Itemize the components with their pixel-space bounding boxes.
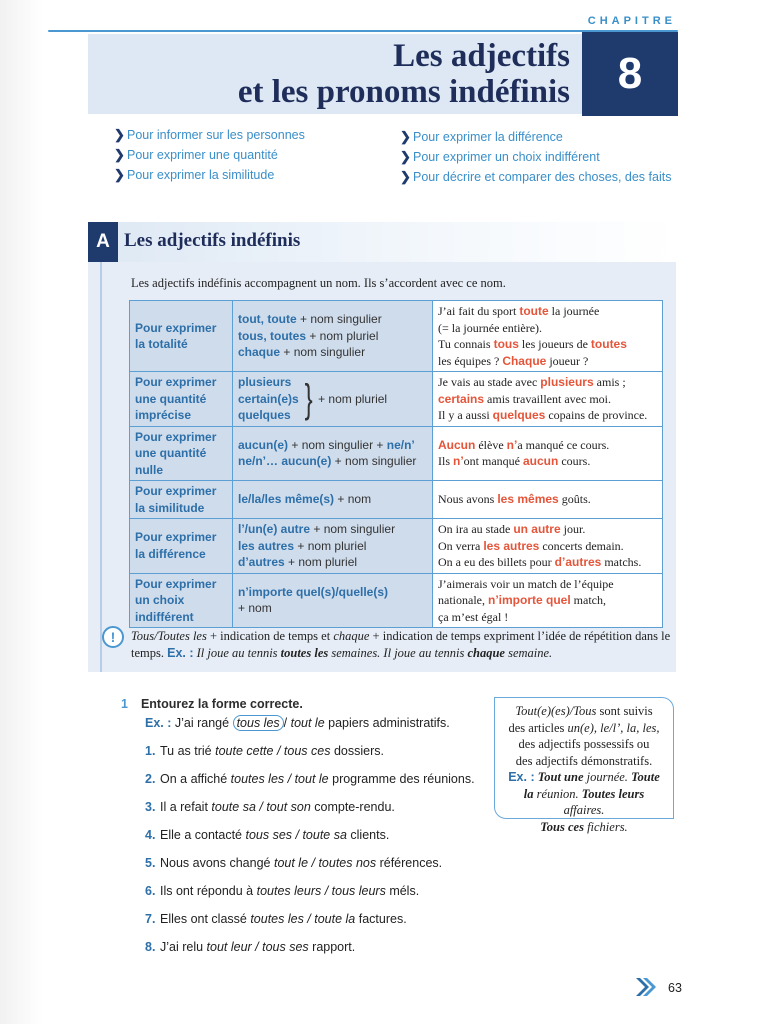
table-row <box>130 519 663 574</box>
table-row <box>130 426 663 481</box>
chevron-right-icon: ❯ <box>114 167 125 182</box>
tip-text: Tous ces <box>540 819 584 834</box>
example-line <box>438 437 657 454</box>
brace-group <box>238 374 427 424</box>
form-line <box>238 491 427 508</box>
form-keyword: ne/n’ <box>386 437 415 452</box>
example-text: cours. <box>558 454 591 469</box>
highlight-word: toutes <box>590 337 627 351</box>
example-text: la journée <box>548 304 600 318</box>
form-keyword: tous, toutes <box>238 328 306 343</box>
example-line <box>438 453 657 470</box>
example-text: les joueurs de <box>518 337 591 351</box>
tip-text: Toutes leurs <box>581 786 645 801</box>
form-line <box>238 538 427 555</box>
row-label: Pour exprimer la totalité <box>130 301 233 372</box>
section-letter: A <box>88 222 118 262</box>
item-number: 2. <box>145 772 156 786</box>
example-line <box>438 491 657 508</box>
item-text: Ils ont répondu à <box>160 884 257 898</box>
example-text: (= la journée entière). <box>438 320 543 335</box>
row-forms <box>233 426 433 481</box>
goal-text: Pour exprimer la similitude <box>127 168 275 182</box>
highlight-word: d’autres <box>554 555 602 569</box>
item-text: Tu as trié <box>160 744 216 758</box>
form-keyword: aucun(e) <box>238 437 289 452</box>
item-options: tous ses / toute sa <box>245 828 347 842</box>
example-text: a manqué ce cours. <box>517 437 610 452</box>
item-text: programme des réunions. <box>328 772 475 786</box>
goal-item <box>400 129 563 145</box>
example-line <box>438 592 657 609</box>
tip-text: réunion. <box>533 786 582 801</box>
example-text: goûts. <box>558 492 591 507</box>
item-options: toutes les / tout le <box>230 772 329 786</box>
note-ex-a: Il joue au tennis <box>193 646 281 660</box>
example-text: On a eu des billets pour <box>438 555 555 569</box>
adjectives-table <box>129 300 663 628</box>
item-options: toute sa / tout son <box>211 800 311 814</box>
form-rest: + nom singulier <box>310 522 396 536</box>
goal-text: Pour décrire et comparer des choses, des faits <box>413 170 672 184</box>
chevron-right-icon: ❯ <box>114 127 125 142</box>
example-line <box>438 609 657 626</box>
row-forms <box>233 573 433 628</box>
example-text-end: papiers administratifs. <box>324 716 450 730</box>
row-examples <box>433 481 663 519</box>
example-text: Tu connais <box>438 337 494 351</box>
form-line <box>238 328 427 345</box>
form-keyword: tout, toute <box>238 312 297 327</box>
example-text: match, <box>570 593 606 607</box>
example-text: élève <box>475 437 507 452</box>
form-rest: + nom <box>238 601 272 616</box>
table-row <box>130 573 663 628</box>
exercise-instruction: Entourez la forme correcte. <box>140 697 303 711</box>
row-label: Pour exprimer un choix indifférent <box>130 573 233 628</box>
form-line <box>238 554 427 571</box>
double-chevron-right-icon[interactable] <box>634 976 658 998</box>
form-line <box>238 584 427 601</box>
exercise-item <box>145 912 407 926</box>
form-rest: + nom singulier <box>296 312 382 327</box>
item-options: toute cette / tous ces <box>215 744 331 758</box>
highlight-word: n’ <box>453 454 464 469</box>
panel-rule <box>100 262 102 672</box>
form-line <box>238 453 427 470</box>
goal-item <box>400 169 671 185</box>
note-ex-d: chaque <box>467 646 505 660</box>
highlight-word: n’importe quel <box>487 593 571 607</box>
highlight-word: plusieurs <box>540 375 594 389</box>
item-text: dossiers. <box>330 744 384 758</box>
tip-text: Tout une <box>537 770 584 784</box>
brace-symbol: } <box>304 376 313 421</box>
goal-text: Pour exprimer un choix indifférent <box>413 150 600 164</box>
item-text: clients. <box>346 828 390 842</box>
form-keyword: ne/n’… aucun(e) <box>238 454 332 469</box>
exercise-item <box>145 744 384 758</box>
highlight-word: aucun <box>523 454 559 469</box>
tip-text: des adjectifs possessifs ou <box>518 737 650 751</box>
table-row <box>130 372 663 427</box>
example-text: jour. <box>560 522 586 536</box>
example-text: nationale, <box>438 593 488 607</box>
form-keyword: plusieurs <box>238 375 292 389</box>
example-line <box>438 374 657 391</box>
exercise-item <box>145 828 389 842</box>
form-rest: + nom pluriel <box>284 555 358 569</box>
example-text: amis ; <box>593 375 626 389</box>
chapter-label: CHAPITRE <box>587 15 676 27</box>
example-text: copains de province. <box>545 408 648 422</box>
goal-item <box>114 147 278 163</box>
goal-text: Pour exprimer une quantité <box>127 148 278 162</box>
row-examples <box>433 519 663 574</box>
row-label: Pour exprimer une quantité imprécise <box>130 372 233 427</box>
note-text-d: + indication de temps expriment l’idée de répétition dans le temps. <box>131 629 671 660</box>
row-forms <box>233 519 433 574</box>
example-text: ça m’est égal ! <box>438 609 509 624</box>
example-line <box>438 554 657 571</box>
chevron-right-icon: ❯ <box>400 149 411 164</box>
exercise-heading <box>121 697 303 711</box>
exercise-item <box>145 800 395 814</box>
note-ex-b: toutes les <box>280 646 329 660</box>
note-ex-c: semaines. Il joue au tennis <box>328 646 468 660</box>
form-line <box>238 311 427 328</box>
tip-box <box>494 697 674 834</box>
row-forms <box>233 372 433 427</box>
section-intro: Les adjectifs indéfinis accompagnent un nom. Ils s’accordent avec ce nom. <box>131 276 506 290</box>
highlight-word: n’ <box>506 437 518 452</box>
exclamation-icon: ! <box>102 626 124 648</box>
tip-text: journée. <box>583 770 632 784</box>
form-rest: + nom singulier + <box>288 437 387 452</box>
row-forms <box>233 301 433 372</box>
grammar-note <box>131 628 671 662</box>
example-line <box>438 353 657 370</box>
form-rest: + nom pluriel <box>306 328 379 343</box>
goal-item <box>114 167 274 183</box>
tip-text: des adjectifs démonstratifs. <box>515 753 653 768</box>
exercise-item <box>145 856 442 870</box>
highlight-word: Aucun <box>438 437 476 452</box>
item-options: toutes les / toute la <box>250 912 356 926</box>
chevron-right-icon: ❯ <box>400 129 411 144</box>
example-text: joueur ? <box>546 353 589 368</box>
exercise-item <box>145 940 355 954</box>
row-label: Pour exprimer la similitude <box>130 481 233 519</box>
item-text: On a affiché <box>160 772 231 786</box>
table-row <box>130 301 663 372</box>
item-options: tout le / toutes nos <box>273 856 377 870</box>
example-line <box>438 521 657 538</box>
example-text: amis travaillent avec moi. <box>484 391 611 406</box>
item-text: références. <box>376 856 443 870</box>
item-number: 5. <box>145 856 156 870</box>
chevron-right-icon: ❯ <box>114 147 125 162</box>
form-line <box>238 437 427 454</box>
item-text: factures. <box>355 912 407 926</box>
highlight-word: Chaque <box>502 353 547 368</box>
example-text: ont manqué <box>463 454 523 469</box>
example-text: J’ai fait du sport <box>438 304 520 318</box>
tip-text: fichiers. <box>583 819 628 834</box>
section-title: Les adjectifs indéfinis <box>124 230 301 251</box>
form-keyword: chaque <box>238 345 281 360</box>
item-text: Il a refait <box>160 800 212 814</box>
item-options: toutes leurs / tous leurs <box>256 884 386 898</box>
goal-text: Pour informer sur les personnes <box>127 128 305 142</box>
example-text: Il y a aussi <box>438 408 493 422</box>
item-text: Elle a contacté <box>160 828 246 842</box>
example-line <box>438 336 657 353</box>
example-text: Ils <box>438 454 453 469</box>
note-text-a: Tous/Toutes les <box>131 629 207 643</box>
exercise-example <box>145 716 450 730</box>
row-examples <box>433 426 663 481</box>
form-keyword: certain(e)s <box>238 391 299 406</box>
brace-items <box>238 374 299 424</box>
tip-text: des articles <box>508 720 568 735</box>
example-alt-option: tout le <box>290 716 325 730</box>
highlight-word: tous <box>493 337 519 351</box>
row-label: Pour exprimer une quantité nulle <box>130 426 233 481</box>
example-text: Je vais au stade avec <box>438 375 541 389</box>
item-options: tout leur / tous ses <box>206 940 309 954</box>
example-text: matchs. <box>601 555 642 569</box>
form-rest: + nom <box>334 492 372 507</box>
example-text: concerts demain. <box>539 538 624 553</box>
example-text: les équipes ? <box>438 353 503 368</box>
form-rest: + nom pluriel <box>318 391 388 406</box>
item-text: rapport. <box>308 940 356 954</box>
highlight-word: quelques <box>492 408 546 422</box>
highlight-word: certains <box>438 391 485 406</box>
item-text: compte-rendu. <box>310 800 395 814</box>
example-text: On verra <box>438 538 484 553</box>
form-keyword: le/la/les même(s) <box>238 492 335 507</box>
note-example-label: Ex. : <box>167 646 194 660</box>
example-text: On ira au stade <box>438 522 514 536</box>
form-keyword: d’autres <box>238 555 285 569</box>
form-keyword: l’/un(e) autre <box>238 522 311 536</box>
form-keyword: les autres <box>238 538 295 553</box>
exercise-number: 1 <box>121 697 128 711</box>
example-circled-answer: tous les <box>233 715 284 731</box>
note-ex-e: semaine. <box>504 646 553 660</box>
example-text: J’ai rangé <box>171 716 233 730</box>
example-line <box>438 407 657 424</box>
form-line <box>238 600 427 617</box>
goal-item <box>400 149 600 165</box>
tip-text: affaires. <box>563 803 605 817</box>
item-number: 1. <box>145 744 156 758</box>
highlight-word: les autres <box>483 538 540 553</box>
exercise-item <box>145 884 419 898</box>
example-text: J’aimerais voir un match de l’équipe <box>438 576 614 591</box>
goal-text: Pour exprimer la différence <box>413 130 563 144</box>
tip-example-label: Ex. : <box>508 770 535 784</box>
item-number: 4. <box>145 828 156 842</box>
item-number: 7. <box>145 912 156 926</box>
page-number: 63 <box>668 981 682 995</box>
form-keyword: n’importe quel(s)/quelle(s) <box>238 584 389 599</box>
tip-text: la <box>523 786 534 801</box>
row-examples <box>433 372 663 427</box>
item-text: J’ai relu <box>160 940 207 954</box>
item-number: 6. <box>145 884 156 898</box>
form-rest: + nom singulier <box>331 454 417 469</box>
tip-text: Tout(e)(es)/Tous <box>515 704 597 718</box>
tip-text: Toute <box>631 770 660 784</box>
title-line-1: Les adjectifs <box>393 38 570 74</box>
example-text: Nous avons <box>438 492 498 507</box>
form-keyword: quelques <box>238 408 291 422</box>
row-examples <box>433 573 663 628</box>
example-line <box>438 391 657 408</box>
goal-item <box>114 127 305 143</box>
form-line <box>238 521 427 538</box>
page-title <box>100 38 570 110</box>
title-line-2: et les pronoms indéfinis <box>237 74 570 110</box>
note-text-b: + indication de temps et <box>206 629 334 643</box>
item-number: 8. <box>145 940 156 954</box>
highlight-word: toute <box>519 304 549 318</box>
note-text-c: chaque <box>333 629 370 643</box>
exercise-item <box>145 772 475 786</box>
chapter-number: 8 <box>582 32 678 116</box>
example-separator: / <box>283 716 291 730</box>
form-rest: + nom pluriel <box>294 538 367 553</box>
row-examples <box>433 301 663 372</box>
form-line <box>238 344 427 361</box>
tip-text: un(e), le/l’, la, les, <box>567 720 660 735</box>
form-rest: + nom singulier <box>280 345 366 360</box>
tip-text: sont suivis <box>596 704 653 718</box>
example-line <box>438 576 657 593</box>
item-number: 3. <box>145 800 156 814</box>
row-forms <box>233 481 433 519</box>
row-label: Pour exprimer la différence <box>130 519 233 574</box>
item-text: Elles ont classé <box>160 912 251 926</box>
table-row <box>130 481 663 519</box>
page-gutter <box>0 0 42 1024</box>
chevron-right-icon: ❯ <box>400 169 411 184</box>
item-text: Nous avons changé <box>160 856 274 870</box>
example-line <box>438 320 657 337</box>
highlight-word: les mêmes <box>497 492 559 507</box>
example-line <box>438 538 657 555</box>
example-label: Ex. : <box>145 716 172 730</box>
highlight-word: un autre <box>513 522 561 536</box>
item-text: méls. <box>385 884 420 898</box>
example-line <box>438 303 657 320</box>
